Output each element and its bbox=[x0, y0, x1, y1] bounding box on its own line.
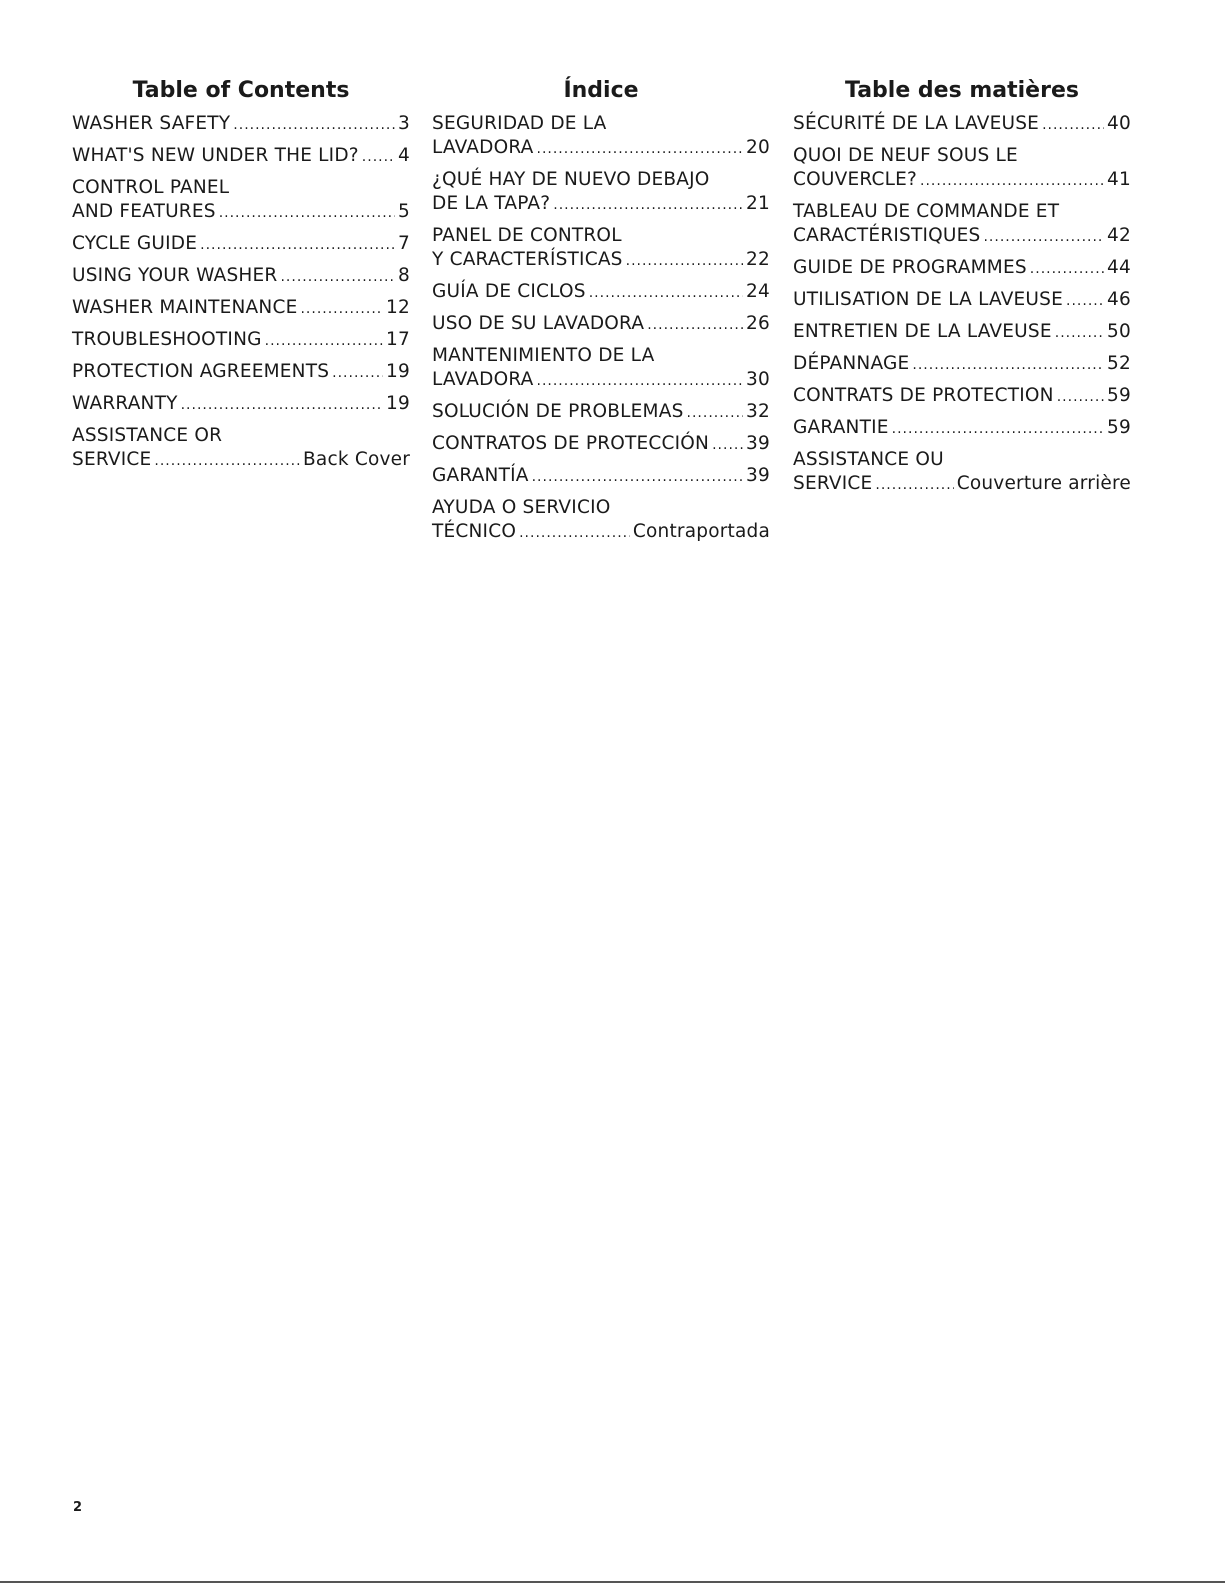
toc-entry[interactable] bbox=[72, 328, 410, 353]
toc-entry-page: 8 bbox=[398, 265, 410, 286]
dot-leader bbox=[589, 280, 743, 305]
toc-entry-title-line1: QUOI DE NEUF SOUS LE bbox=[793, 145, 1018, 166]
toc-entry-title-line2: Y CARACTERÍSTICAS bbox=[432, 249, 623, 270]
toc-heading: Índice bbox=[563, 78, 639, 103]
dot-leader bbox=[362, 144, 395, 169]
toc-entry[interactable] bbox=[432, 464, 770, 489]
toc-column-english bbox=[72, 76, 410, 480]
toc-entry-title: CYCLE GUIDE bbox=[72, 233, 198, 254]
toc-entry-title: UTILISATION DE LA LAVEUSE bbox=[793, 289, 1064, 310]
toc-entry-title-line1: AYUDA O SERVICIO bbox=[432, 497, 611, 518]
toc-entry-title: GUÍA DE CICLOS bbox=[432, 281, 586, 302]
toc-heading: Table of Contents bbox=[132, 78, 350, 103]
dot-leader bbox=[1055, 320, 1104, 345]
toc-entry[interactable] bbox=[793, 200, 1131, 249]
toc-entry[interactable] bbox=[793, 256, 1131, 281]
dot-leader bbox=[892, 416, 1104, 441]
toc-entry-title-line2: SERVICE bbox=[72, 449, 152, 470]
toc-entry-title: TROUBLESHOOTING bbox=[72, 329, 262, 350]
toc-entry-page: 39 bbox=[746, 433, 770, 454]
dot-leader bbox=[537, 368, 744, 393]
toc-entry-title: ENTRETIEN DE LA LAVEUSE bbox=[793, 321, 1052, 342]
toc-entry-title-line2: COUVERCLE? bbox=[793, 169, 918, 190]
toc-entry[interactable] bbox=[793, 144, 1131, 193]
toc-entry-page: 3 bbox=[398, 113, 410, 134]
toc-entry-page: 41 bbox=[1107, 169, 1131, 190]
toc-entry-page: 22 bbox=[746, 249, 770, 270]
dot-leader bbox=[332, 360, 383, 385]
toc-entry-page: 42 bbox=[1107, 225, 1131, 246]
dot-leader bbox=[553, 192, 743, 217]
toc-list bbox=[432, 112, 770, 545]
toc-entry[interactable] bbox=[793, 288, 1131, 313]
toc-entry[interactable] bbox=[432, 312, 770, 337]
toc-entry-title-line1: ASSISTANCE OU bbox=[793, 449, 944, 470]
toc-entry-title: WHAT'S NEW UNDER THE LID? bbox=[72, 145, 359, 166]
toc-entry[interactable] bbox=[432, 280, 770, 305]
dot-leader bbox=[519, 520, 630, 545]
toc-entry-title-line1: ¿QUÉ HAY DE NUEVO DEBAJO bbox=[432, 169, 710, 190]
toc-entry-title: GARANTIE bbox=[793, 417, 889, 438]
dot-leader bbox=[712, 432, 743, 457]
toc-entry-title-line1: ASSISTANCE OR bbox=[72, 425, 223, 446]
toc-entry[interactable] bbox=[432, 496, 770, 545]
toc-entry-title-line1: MANTENIMIENTO DE LA bbox=[432, 345, 655, 366]
toc-entry[interactable] bbox=[72, 296, 410, 321]
toc-entry[interactable] bbox=[72, 112, 410, 137]
toc-entry-page: 24 bbox=[746, 281, 770, 302]
toc-entry-page: 21 bbox=[746, 193, 770, 214]
toc-entry[interactable] bbox=[793, 384, 1131, 409]
dot-leader bbox=[219, 200, 395, 225]
toc-entry-page: 20 bbox=[746, 137, 770, 158]
toc-entry-page: Contraportada bbox=[632, 521, 770, 542]
toc-entry-title: USO DE SU LAVADORA bbox=[432, 313, 645, 334]
toc-entry[interactable] bbox=[72, 232, 410, 257]
toc-entry-page: 30 bbox=[746, 369, 770, 390]
toc-entry[interactable] bbox=[432, 432, 770, 457]
dot-leader bbox=[687, 400, 744, 425]
dot-leader bbox=[200, 232, 395, 257]
dot-leader bbox=[181, 392, 383, 417]
toc-entry-page: 7 bbox=[398, 233, 410, 254]
toc-entry[interactable] bbox=[72, 360, 410, 385]
dot-leader bbox=[532, 464, 743, 489]
toc-entry[interactable] bbox=[793, 448, 1131, 497]
toc-entry-page: 46 bbox=[1107, 289, 1131, 310]
toc-entry[interactable] bbox=[793, 416, 1131, 441]
toc-entry[interactable] bbox=[793, 320, 1131, 345]
bottom-rule bbox=[0, 1581, 1225, 1583]
toc-entry-page: 5 bbox=[398, 201, 410, 222]
toc-entry-title: GARANTÍA bbox=[432, 465, 529, 486]
page-number: 2 bbox=[73, 1500, 83, 1515]
toc-entry-title-line2: DE LA TAPA? bbox=[432, 193, 551, 214]
toc-heading: Table des matières bbox=[845, 78, 1079, 103]
dot-leader bbox=[875, 472, 953, 497]
toc-entry-title: DÉPANNAGE bbox=[793, 353, 910, 374]
toc-entry-title-line1: PANEL DE CONTROL bbox=[432, 225, 622, 246]
toc-entry-title-line1: CONTROL PANEL bbox=[72, 177, 230, 198]
toc-entry[interactable] bbox=[432, 344, 770, 393]
toc-entry-title-line2: LAVADORA bbox=[432, 137, 534, 158]
toc-entry[interactable] bbox=[432, 168, 770, 217]
dot-leader bbox=[233, 112, 395, 137]
toc-entry[interactable] bbox=[72, 144, 410, 169]
dot-leader bbox=[983, 224, 1104, 249]
dot-leader bbox=[154, 448, 300, 473]
toc-entry-page: 4 bbox=[398, 145, 410, 166]
toc-entry-page: 19 bbox=[386, 393, 410, 414]
toc-entry-page: 17 bbox=[386, 329, 410, 350]
toc-entry-page: 59 bbox=[1107, 385, 1131, 406]
toc-entry-title-line1: SEGURIDAD DE LA bbox=[432, 113, 607, 134]
toc-column-spanish bbox=[432, 76, 770, 552]
toc-entry[interactable] bbox=[72, 264, 410, 289]
toc-entry[interactable] bbox=[72, 424, 410, 473]
dot-leader bbox=[1042, 112, 1104, 137]
toc-entry-title: CONTRATS DE PROTECTION bbox=[793, 385, 1054, 406]
toc-entry[interactable] bbox=[72, 176, 410, 225]
dot-leader bbox=[1057, 384, 1104, 409]
toc-entry-title: WASHER SAFETY bbox=[72, 113, 231, 134]
toc-entry-page: Couverture arrière bbox=[956, 473, 1131, 494]
toc-entry-page: 59 bbox=[1107, 417, 1131, 438]
toc-entry-title: SÉCURITÉ DE LA LAVEUSE bbox=[793, 113, 1040, 134]
toc-entry[interactable] bbox=[432, 400, 770, 425]
toc-list bbox=[793, 112, 1131, 497]
toc-entry-title-line2: CARACTÉRISTIQUES bbox=[793, 225, 981, 246]
toc-entry[interactable] bbox=[432, 224, 770, 273]
toc-entry-title-line2: SERVICE bbox=[793, 473, 873, 494]
toc-entry-title: GUIDE DE PROGRAMMES bbox=[793, 257, 1027, 278]
toc-column-french bbox=[793, 76, 1131, 504]
dot-leader bbox=[1066, 288, 1104, 313]
dot-leader bbox=[626, 248, 743, 273]
dot-leader bbox=[912, 352, 1104, 377]
toc-list bbox=[72, 112, 410, 473]
toc-entry[interactable] bbox=[793, 352, 1131, 377]
toc-entry-title: CONTRATOS DE PROTECCIÓN bbox=[432, 433, 710, 454]
toc-entry-page: 40 bbox=[1107, 113, 1131, 134]
toc-entry[interactable] bbox=[432, 112, 770, 161]
toc-entry[interactable] bbox=[793, 112, 1131, 137]
toc-entry-page: 32 bbox=[746, 401, 770, 422]
toc-entry-title: WARRANTY bbox=[72, 393, 178, 414]
toc-entry-title: SOLUCIÓN DE PROBLEMAS bbox=[432, 401, 684, 422]
toc-entry-page: 50 bbox=[1107, 321, 1131, 342]
toc-entry-title-line1: TABLEAU DE COMMANDE ET bbox=[793, 201, 1060, 222]
dot-leader bbox=[300, 296, 383, 321]
toc-entry-page: 19 bbox=[386, 361, 410, 382]
toc-entry-page: 39 bbox=[746, 465, 770, 486]
dot-leader bbox=[920, 168, 1104, 193]
dot-leader bbox=[647, 312, 743, 337]
toc-entry-title-line2: AND FEATURES bbox=[72, 201, 216, 222]
toc-entry-title: WASHER MAINTENANCE bbox=[72, 297, 298, 318]
toc-entry-page: 26 bbox=[746, 313, 770, 334]
toc-entry-title-line2: TÉCNICO bbox=[432, 521, 517, 542]
dot-leader bbox=[280, 264, 395, 289]
toc-entry-page: 52 bbox=[1107, 353, 1131, 374]
dot-leader bbox=[265, 328, 383, 353]
toc-entry-title: PROTECTION AGREEMENTS bbox=[72, 361, 330, 382]
toc-entry-title: USING YOUR WASHER bbox=[72, 265, 278, 286]
toc-entry-page: Back Cover bbox=[303, 449, 410, 470]
toc-entry-page: 44 bbox=[1107, 257, 1131, 278]
toc-entry[interactable] bbox=[72, 392, 410, 417]
toc-entry-page: 12 bbox=[386, 297, 410, 318]
toc-entry-title-line2: LAVADORA bbox=[432, 369, 534, 390]
dot-leader bbox=[1030, 256, 1104, 281]
dot-leader bbox=[537, 136, 744, 161]
